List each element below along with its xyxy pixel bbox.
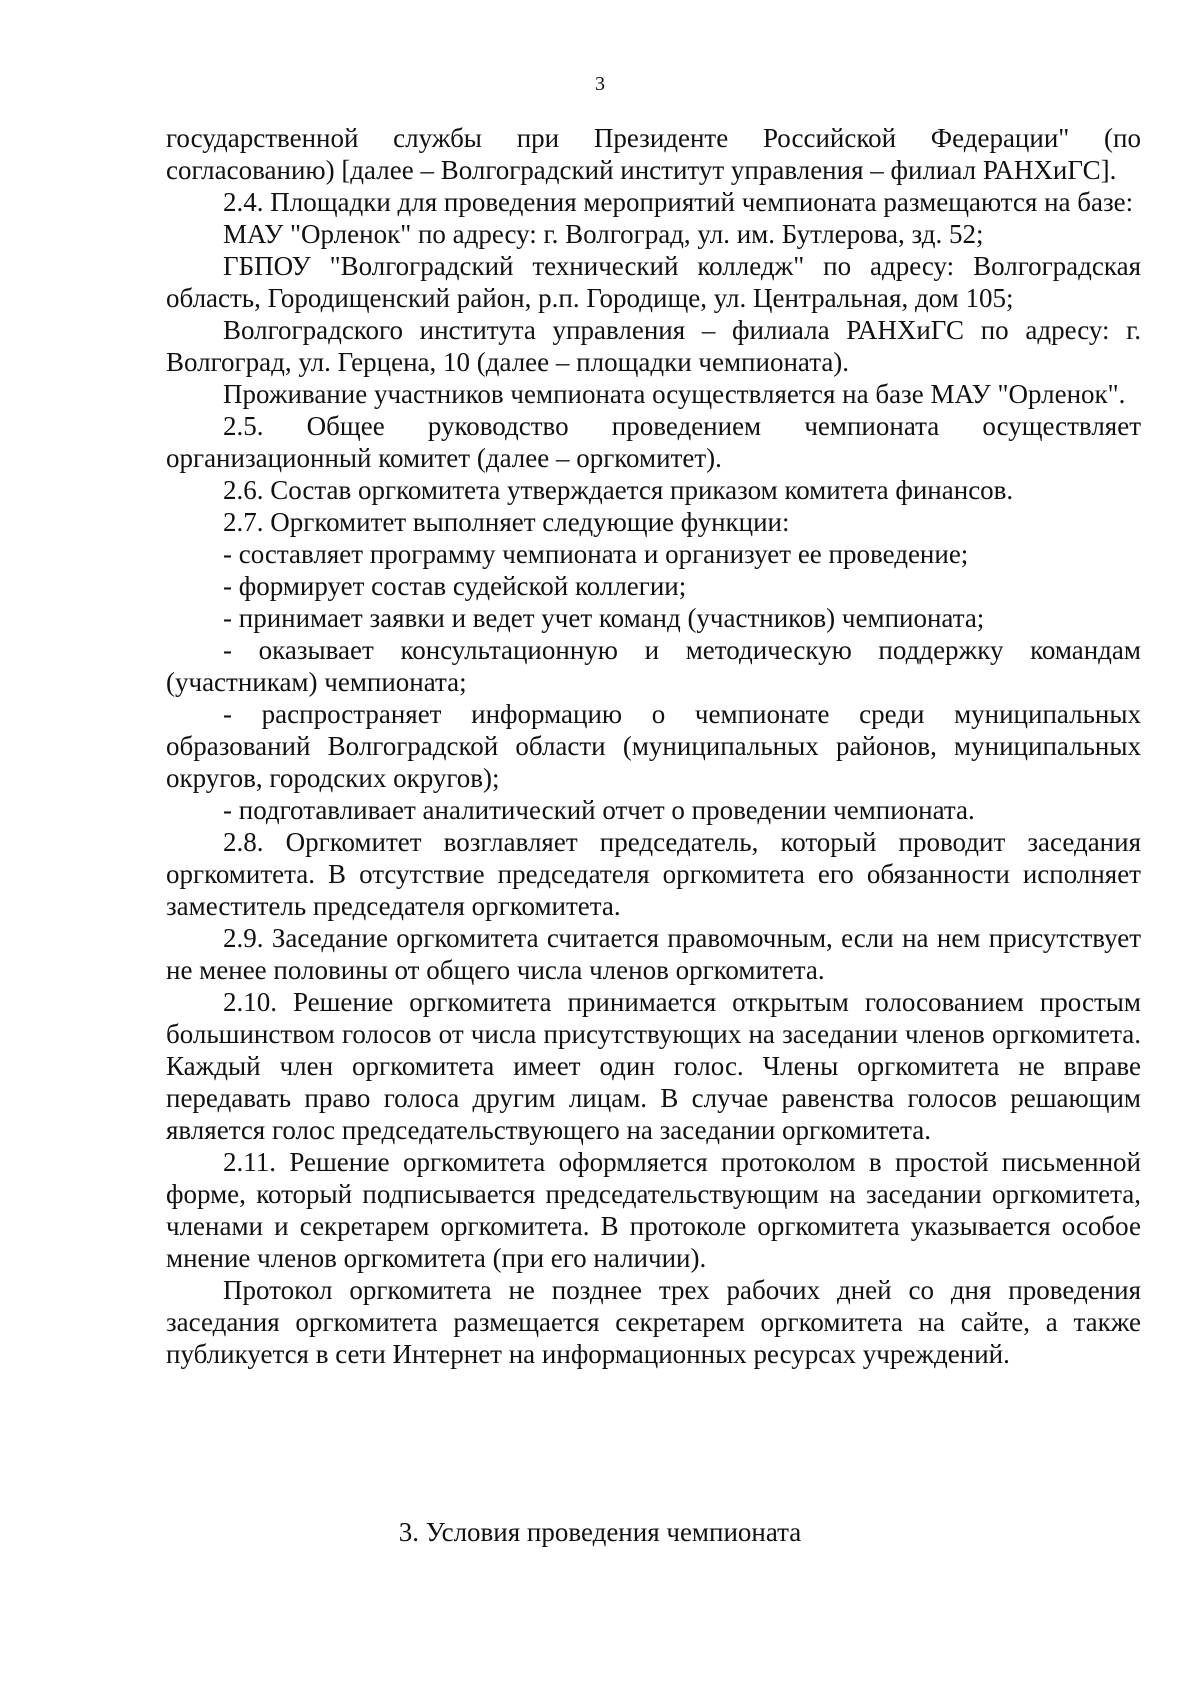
paragraph-accommodation: Проживание участников чемпионата осуществляется на базе МАУ "Орленок".	[223, 379, 1126, 409]
list-item-applications: - принимает заявки и ведет учет команд (участников) чемпионата;	[223, 603, 985, 633]
list-item-information: - распространяет информацию о чемпионате среди муниципальных образований Волгоградской области (муниципальных районов, муниципальных округов, городских округов);	[166, 699, 1141, 793]
paragraph-venue-institute: Волгоградского института управления – филиала РАНХиГС по адресу: г. Волгоград, ул. Герцена, 10 (далее – площадки чемпионата).	[166, 315, 1141, 377]
list-item-support: - оказывает консультационную и методическую поддержку командам (участникам) чемпионата;	[166, 635, 1141, 697]
paragraph-venue-orlenok: МАУ "Орленок" по адресу: г. Волгоград, ул. им. Бутлерова, зд. 52;	[223, 219, 984, 249]
paragraph-protocol: Протокол оргкомитета не позднее трех рабочих дней со дня проведения заседания оргкомитета размещается секретарем оргкомитета на сайте, а также публикуется в сети Интернет на информационных ресурсах учреждений.	[166, 1275, 1141, 1369]
section-heading: 3. Условия проведения чемпионата	[398, 1517, 802, 1547]
paragraph-2-9: 2.9. Заседание оргкомитета считается правомочным, если на нем присутствует не менее половины от общего числа членов оргкомитета.	[166, 923, 1141, 985]
list-item-report: - подготавливает аналитический отчет о проведении чемпионата.	[223, 795, 975, 825]
document-body	[166, 122, 1141, 1370]
paragraph-venue-college: ГБПОУ "Волгоградский технический колледж" по адресу: Волгоградская область, Городищенский район, р.п. Городище, ул. Центральная, дом 105;	[166, 251, 1141, 313]
list-item-program: - составляет программу чемпионата и организует ее проведение;	[223, 539, 969, 569]
paragraph-2-6: 2.6. Состав оргкомитета утверждается приказом комитета финансов.	[223, 475, 1014, 505]
paragraph-2-10: 2.10. Решение оргкомитета принимается открытым голосованием простым большинством голосов от числа присутствующих на заседании членов оргкомитета. Каждый член оргкомитета имеет один голос. Члены оргкомитета не вправе передавать право голоса другим лицам. В случае равенства голосов решающим является голос председательствующего на заседании оргкомитета.	[166, 987, 1141, 1145]
list-item-judges: - формирует состав судейской коллегии;	[223, 571, 687, 601]
page-number: 3	[595, 73, 605, 95]
paragraph-2-5: 2.5. Общее руководство проведением чемпионата осуществляет организационный комитет (далее – оргкомитет).	[166, 411, 1141, 473]
paragraph-2-4: 2.4. Площадки для проведения мероприятий чемпионата размещаются на базе:	[223, 187, 1134, 217]
paragraph-2-11: 2.11. Решение оргкомитета оформляется протоколом в простой письменной форме, который подписывается председательствующим на заседании оргкомитета, членами и секретарем оргкомитета. В протоколе оргкомитета указывается особое мнение членов оргкомитета (при его наличии).	[166, 1147, 1141, 1273]
paragraph-2-8: 2.8. Оргкомитет возглавляет председатель, который проводит заседания оргкомитета. В отсутствие председателя оргкомитета его обязанности исполняет заместитель председателя оргкомитета.	[166, 827, 1141, 921]
paragraph-2-7: 2.7. Оргкомитет выполняет следующие функции:	[223, 507, 790, 537]
paragraph-continuation: государственной службы при Президенте Российской Федерации" (по согласованию) [далее – Волгоградский институт управления – филиал РАНХиГС].	[166, 123, 1141, 185]
